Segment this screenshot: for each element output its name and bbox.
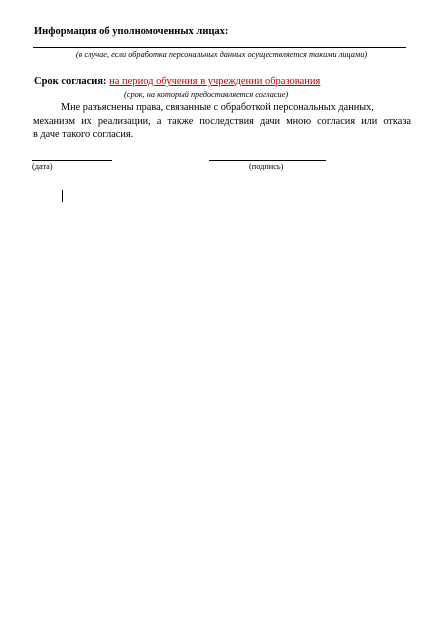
authorized-persons-heading [34, 26, 228, 37]
rights-paragraph-line-2: механизм их реализации, а также последствия дачи мною согласия или отказа [33, 115, 411, 127]
consent-term-label: Срок согласия: [34, 76, 107, 87]
date-fill-line[interactable] [32, 160, 112, 161]
signature-fill-line[interactable] [209, 160, 326, 161]
rights-paragraph-line-1: Мне разъяснены права, связанные с обработкой персональных данных, [61, 102, 374, 113]
consent-term-row [34, 76, 320, 87]
date-caption: (дата) [32, 162, 53, 171]
consent-term-note: (срок, на который предоставляется согласие) [124, 90, 289, 99]
authorized-persons-heading-text: Информация об уполномоченных лицах [34, 26, 225, 37]
heading-colon: : [224, 26, 229, 37]
authorized-persons-note [0, 50, 423, 59]
authorized-persons-fill-line[interactable] [33, 47, 406, 48]
consent-term-value[interactable]: на период обучения в учреждении образования [109, 76, 321, 87]
rights-paragraph [33, 101, 411, 142]
rights-paragraph-line-3: в даче такого согласия. [33, 129, 134, 141]
signature-caption: (подпись) [249, 162, 284, 171]
authorized-persons-note-text: (в случае, если обработка персональных данных осуществляется такими лицами) [75, 50, 368, 59]
text-cursor [62, 190, 63, 202]
